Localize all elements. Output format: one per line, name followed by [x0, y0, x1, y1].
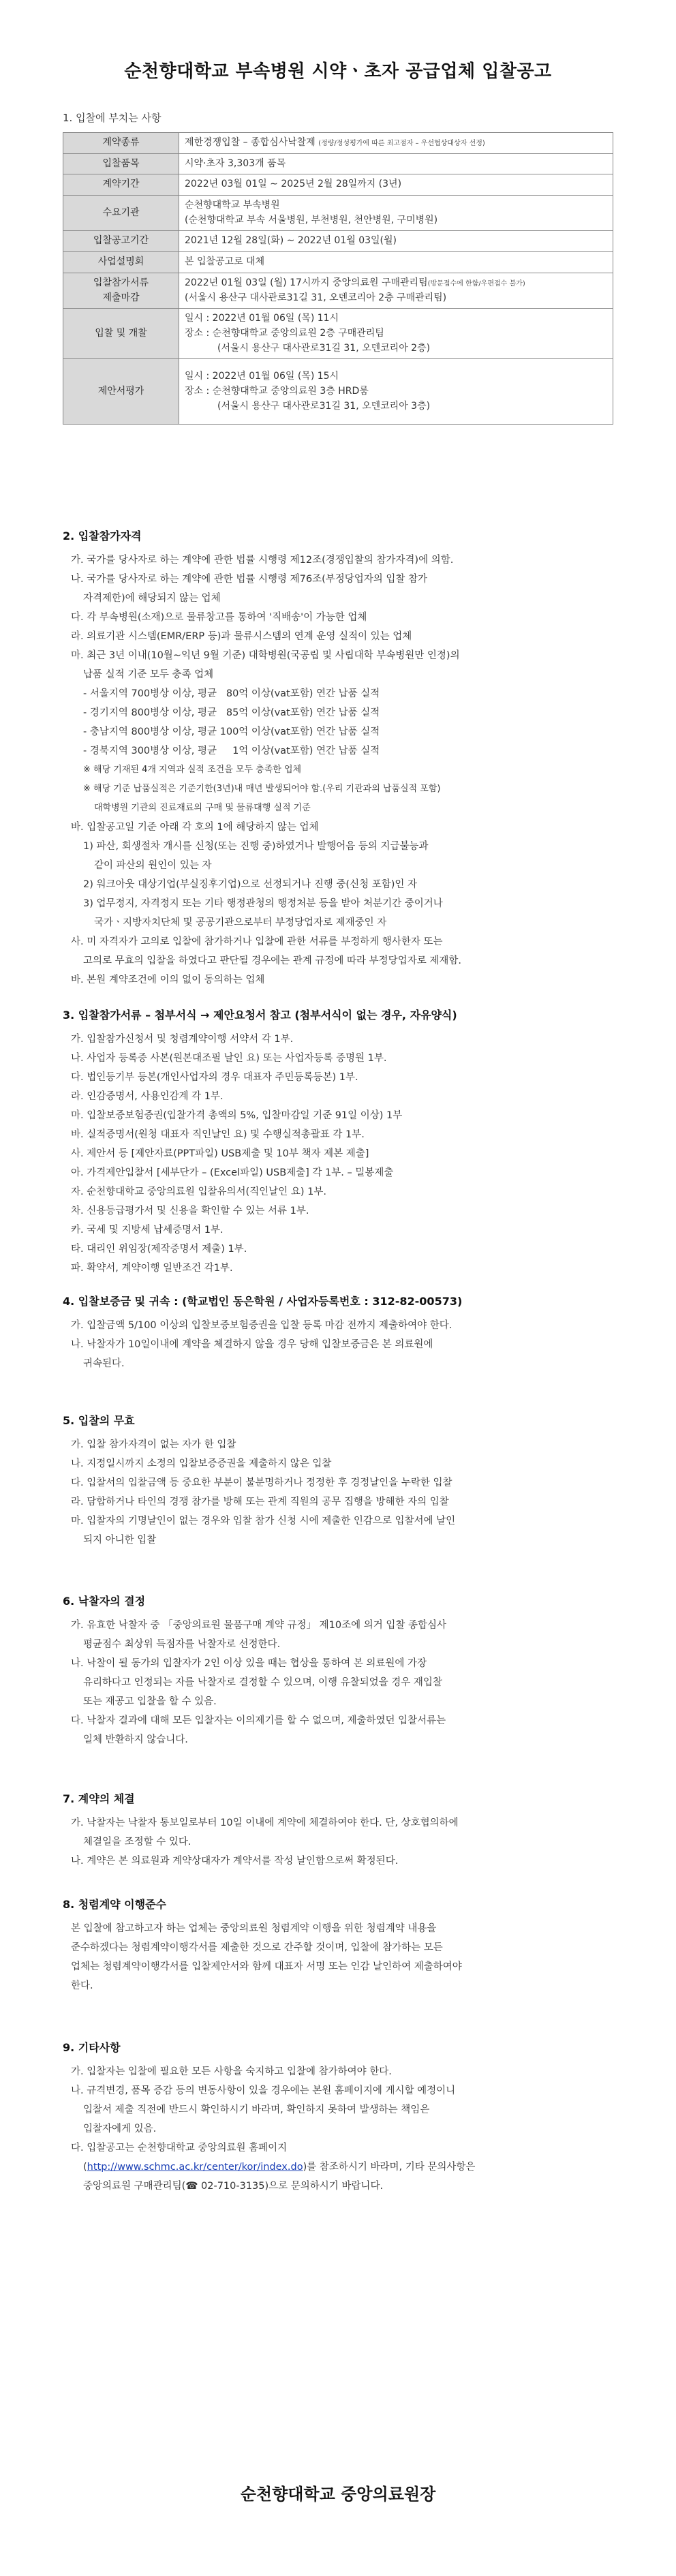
section-line: 나. 국가를 당사자로 하는 계약에 관한 법률 시행령 제76조(부정당업자의 입찰 참가 — [71, 574, 428, 585]
section-line: 가. 입찰 참가자격이 없는 자가 한 입찰 — [71, 1439, 236, 1450]
section-line: 자. 순천향대학교 중앙의료원 입찰유의서(직인날인 요) 1부. — [71, 1186, 326, 1197]
section-line: 라. 의료기관 시스템(EMR/ERP 등)과 물류시스템의 연계 운영 실적이 있는 업체 — [71, 631, 412, 642]
section-heading: 4. 입찰보증금 및 귀속 : (학교법인 동은학원 / 사업자등록번호 : 312-82-00573) — [63, 1295, 463, 1308]
row-value: 시약·초자 3,303개 품목 — [179, 153, 613, 174]
row-value-text: 제한경쟁입찰 – 종합심사낙찰제 — [185, 137, 316, 148]
row-value — [179, 309, 613, 359]
section-note: ※ 해당 기준 납품실적은 기준기한(3년)내 매년 발생되어야 함.(우리 기관과의 납품실적 포함) — [83, 784, 441, 794]
issuer-signature: 순천향대학교 중앙의료원장 — [240, 2485, 436, 2504]
section-line: 라. 인감증명서, 사용인감계 각 1부. — [71, 1091, 224, 1102]
table-row — [63, 196, 613, 231]
row-value — [179, 273, 613, 308]
section-line: 2) 워크아웃 대상기업(부실징후기업)으로 선정되거나 진행 중(신청 포함)인 자 — [83, 879, 417, 890]
section-heading: 8. 청렴계약 이행준수 — [63, 1898, 166, 1911]
section-line: 고의로 무효의 입찰을 하였다고 판단될 경우에는 관계 규정에 따라 부정당업자로 제재함. — [83, 955, 461, 966]
section-line: 라. 담합하거나 타인의 경쟁 참가를 방해 또는 관계 직원의 공무 집행을 방해한 자의 입찰 — [71, 1497, 449, 1507]
row-value-text: (서울시 용산구 대사관로31길 31, 오덴코리아 2층 구매관리팀) — [185, 292, 447, 303]
section-line: 차. 신용등급평가서 및 신용을 확인할 수 있는 서류 1부. — [71, 1206, 309, 1216]
row-value: 2021년 12월 28일(화) ∼ 2022년 01월 03일(월) — [179, 231, 613, 252]
row-key: 수요기관 — [63, 196, 179, 231]
section-line: 다. 각 부속병원(소재)으로 물류창고를 통하여 '직배송'이 가능한 업체 — [71, 612, 367, 623]
section-line: 3) 업무정지, 자격정지 또는 기타 행정관청의 행정처분 등을 받아 처분기간 중이거나 — [83, 898, 443, 909]
section-heading: 6. 낙찰자의 결정 — [63, 1595, 146, 1608]
section-deposit — [63, 1291, 628, 1373]
homepage-link[interactable]: http://www.schmc.ac.kr/center/kor/index.do — [87, 2162, 303, 2173]
section-line: 바. 입찰공고일 기준 아래 각 호의 1에 해당하지 않는 업체 — [71, 822, 319, 833]
table-row — [63, 309, 613, 359]
section-line: 나. 낙찰이 될 동가의 입찰자가 2인 이상 있을 때는 협상을 통하여 본 의료원에 가장 — [71, 1658, 427, 1669]
section-heading: 5. 입찰의 무효 — [63, 1414, 135, 1427]
section-line: 같이 파산의 원인이 있는 자 — [94, 860, 212, 871]
section-line: 카. 국세 및 지방세 납세증명서 1부. — [71, 1225, 224, 1236]
row-value-line: (순천향대학교 부속 서울병원, 부천병원, 천안병원, 구미병원) — [185, 214, 438, 226]
row-key: 계약종류 — [63, 133, 179, 154]
row-note: (정량/정성평가에 따른 최고점자 – 우선협상대상자 선정) — [318, 140, 485, 147]
table-row — [63, 231, 613, 252]
section-line: 중앙의료원 구매관리팀(☎ 02-710-3135)으로 문의하시기 바랍니다. — [83, 2181, 384, 2192]
row-key: 입찰품목 — [63, 153, 179, 174]
link-suffix: )를 참조하시기 바라며, 기타 문의사항은 — [303, 2162, 476, 2173]
section-documents — [63, 1005, 628, 1278]
row-value: 2022년 03월 01일 ∼ 2025년 2월 28일까지 (3년) — [179, 174, 613, 196]
section-line: - 경기지역 800병상 이상, 평균 85억 이상(vat포함) 연간 납품 실적 — [83, 707, 380, 718]
section-line: 바. 실적증명서(원청 대표자 직인날인 요) 및 수행실적총괄표 각 1부. — [71, 1129, 365, 1140]
row-value — [179, 359, 613, 425]
row-key-line: 제출마감 — [102, 292, 140, 303]
section-misc — [63, 2038, 628, 2196]
section-line: 일체 반환하지 않습니다. — [83, 1734, 188, 1745]
table-row — [63, 133, 613, 154]
row-key: 입찰공고기간 — [63, 231, 179, 252]
section-line: 입찰서 제출 직전에 반드시 확인하시기 바라며, 확인하지 못하여 발생하는 책임은 — [83, 2104, 430, 2115]
section-contract — [63, 1789, 628, 1871]
link-paren: ( — [83, 2162, 87, 2173]
section-line: 가. 입찰금액 5/100 이상의 입찰보증보험증권을 입찰 등록 마감 전까지 제출하여야 한다. — [71, 1320, 452, 1331]
row-value-line: 순천향대학교 부속병원 — [185, 200, 280, 211]
row-key — [63, 273, 179, 308]
section-line: 또는 재공고 입찰을 할 수 있음. — [83, 1696, 217, 1707]
section-line: 가. 입찰참가신청서 및 청렴계약이행 서약서 각 1부. — [71, 1034, 294, 1045]
section-heading: 2. 입찰참가자격 — [63, 530, 142, 542]
row-key: 제안서평가 — [63, 359, 179, 425]
section-line: 체결일을 조정할 수 있다. — [83, 1837, 191, 1847]
section-line: 마. 최근 3년 이내(10월∼익년 9월 기준) 대학병원(국공립 및 사립대학 부속병원만 인정)의 — [71, 650, 460, 661]
section-note: 대학병원 기관의 진료재료의 구매 및 물류대행 실적 기준 — [94, 803, 311, 813]
section-line: 아. 가격제안입찰서 [세부단가 – (Excel파일) USB제출] 각 1부. – 밀봉제출 — [71, 1167, 394, 1178]
summary-table — [63, 132, 613, 425]
section-note: ※ 해당 기재된 4개 지역과 실적 조건을 모두 충족한 업체 — [83, 765, 302, 775]
section-line: 본 입찰에 참고하고자 하는 업체는 중앙의료원 청렴계약 이행을 위한 청렴계약 내용을 — [71, 1923, 437, 1934]
row-value-line: (서울시 용산구 대사관로31길 31, 오덴코리아 2층) — [217, 342, 431, 354]
section-line: 나. 사업자 등록증 사본(원본대조필 날인 요) 또는 사업자등록 증명원 1부. — [71, 1053, 387, 1064]
section-line: 나. 지정일시까지 소정의 입찰보증증권을 제출하지 않은 입찰 — [71, 1458, 332, 1469]
table-row — [63, 153, 613, 174]
section-line: 귀속된다. — [83, 1358, 125, 1369]
section-award — [63, 1591, 628, 1749]
section-line: 준수하겠다는 청렴계약이행각서를 제출한 것으로 간주할 것이며, 입찰에 참가하는 모든 — [71, 1942, 443, 1953]
section-line: 바. 본원 계약조건에 이의 없이 동의하는 업체 — [71, 975, 265, 985]
section-line: 마. 입찰보증보험증권(입찰가격 총액의 5%, 입찰마감일 기준 91일 이상) 1부 — [71, 1110, 403, 1121]
section-line — [63, 2158, 628, 2177]
row-value-line: 일시 : 2022년 01월 06일 (목) 15시 — [185, 371, 339, 382]
section-line: 가. 입찰자는 입찰에 필요한 모든 사항을 숙지하고 입찰에 참가하여야 한다. — [71, 2066, 392, 2077]
row-key: 입찰 및 개찰 — [63, 309, 179, 359]
row-value: 본 입찰공고로 대체 — [179, 252, 613, 273]
section1-heading: 1. 입찰에 부치는 사항 — [63, 112, 162, 124]
row-value-line: 장소 : 순천향대학교 중앙의료원 3층 HRD룸 — [185, 385, 369, 397]
row-note: (방문접수에 한함/우편접수 불가) — [427, 279, 525, 288]
section-line: - 서울지역 700병상 이상, 평균 80억 이상(vat포함) 연간 납품 실적 — [83, 688, 380, 699]
row-key: 사업설명회 — [63, 252, 179, 273]
section-line: 다. 입찰서의 입찰금액 등 중요한 부분이 불분명하거나 정정한 후 경정날인을 누락한 입찰 — [71, 1477, 452, 1488]
section-line: 자격제한)에 해당되지 않는 업체 — [83, 593, 221, 604]
row-value-line: (서울시 용산구 대사관로31길 31, 오덴코리아 3층) — [217, 400, 431, 412]
section-line: 다. 입찰공고는 순천향대학교 중앙의료원 홈페이지 — [71, 2143, 288, 2153]
section-line: 한다. — [71, 1980, 93, 1991]
section-eligibility — [63, 526, 628, 990]
section-line: - 충남지역 800병상 이상, 평균 100억 이상(vat포함) 연간 납품 실적 — [83, 726, 380, 737]
section-line: 유리하다고 인정되는 자를 낙찰자로 결정할 수 있으며, 이행 유찰되었을 경우 재입찰 — [83, 1677, 442, 1688]
table-row — [63, 273, 613, 308]
section-line: 가. 유효한 낙찰자 중 「중앙의료원 물품구매 계약 규정」 제10조에 의거 입찰 종합심사 — [71, 1620, 446, 1631]
row-key: 계약기간 — [63, 174, 179, 196]
section-line: 납품 실적 기준 모두 충족 업체 — [83, 669, 214, 680]
section-line: 파. 확약서, 계약이행 일반조건 각1부. — [71, 1263, 233, 1274]
section-line: 가. 국가를 당사자로 하는 계약에 관한 법률 시행령 제12조(경쟁입찰의 참가자격)에 의함. — [71, 555, 454, 566]
section-line: 1) 파산, 회생절차 개시를 신청(또는 진행 중)하였거나 발행어음 등의 지급불능과 — [83, 841, 429, 852]
section-line: 나. 계약은 본 의료원과 계약상대자가 계약서를 작성 날인함으로써 확정된다. — [71, 1856, 399, 1867]
row-value — [179, 196, 613, 231]
row-key-line: 입찰참가서류 — [93, 277, 149, 288]
section-heading: 9. 기타사항 — [63, 2041, 121, 2054]
row-value-line: 일시 : 2022년 01월 06일 (목) 11시 — [185, 313, 339, 324]
section-heading: 7. 계약의 체결 — [63, 1792, 135, 1805]
table-row — [63, 359, 613, 425]
section-line: 되지 아니한 입찰 — [83, 1535, 157, 1546]
table-row — [63, 252, 613, 273]
section-line: 타. 대리인 위임장(제작증명서 제출) 1부. — [71, 1244, 247, 1255]
section-line: 사. 제안서 등 [제안자료(PPT파일) USB제출 및 10부 책자 제본 제출] — [71, 1148, 369, 1159]
section-line: 다. 낙찰자 결과에 대해 모든 입찰자는 이의제기를 할 수 없으며, 제출하였던 입찰서류는 — [71, 1715, 446, 1726]
row-value-line: 장소 : 순천향대학교 중앙의료원 2층 구매관리팀 — [185, 327, 384, 339]
table-row — [63, 174, 613, 196]
section-line: 나. 낙찰자가 10일이내에 계약을 체결하지 않을 경우 당해 입찰보증금은 본 의료원에 — [71, 1339, 433, 1350]
section-line: 사. 미 자격자가 고의로 입찰에 참가하거나 입찰에 관한 서류를 부정하게 행사한자 또는 — [71, 936, 443, 947]
section-integrity — [63, 1895, 628, 1995]
section-line: 업체는 청렴계약이행각서를 입찰제안서와 함께 대표자 서명 또는 인감 날인하여 제출하여야 — [71, 1961, 462, 1972]
row-value-text: 2022년 01월 03일 (월) 17시까지 중앙의료원 구매관리팀 — [185, 277, 428, 288]
row-value — [179, 133, 613, 154]
section-line: 입찰자에게 있음. — [83, 2123, 157, 2134]
section-line: 국가ㆍ지방자치단체 및 공공기관으로부터 부정당업자로 제재중인 자 — [94, 917, 387, 928]
section-line: 나. 규격변경, 품목 증감 등의 변동사항이 있을 경우에는 본원 홈페이지에 게시할 예정이니 — [71, 2085, 456, 2096]
section-line: - 경북지역 300병상 이상, 평균 1억 이상(vat포함) 연간 납품 실적 — [83, 746, 380, 756]
section-line: 평균점수 최상위 득점자를 낙찰자로 선정한다. — [83, 1639, 281, 1650]
section-heading: 3. 입찰참가서류 – 첨부서식 → 제안요청서 참고 (첨부서식이 없는 경우, 자유양식) — [63, 1009, 457, 1022]
section-invalid — [63, 1411, 628, 1550]
section-line: 가. 낙찰자는 낙찰자 통보일로부터 10일 이내에 계약에 체결하여야 한다. 단, 상호협의하에 — [71, 1818, 459, 1828]
page-title: 순천향대학교 부속병원 시약ㆍ초자 공급업체 입찰공고 — [124, 61, 552, 82]
section-line: 다. 법인등기부 등본(개인사업자의 경우 대표자 주민등록등본) 1부. — [71, 1072, 358, 1083]
section-line: 마. 입찰자의 기명날인이 없는 경우와 입찰 참가 신청 시에 제출한 인감으로 입찰서에 날인 — [71, 1516, 456, 1527]
